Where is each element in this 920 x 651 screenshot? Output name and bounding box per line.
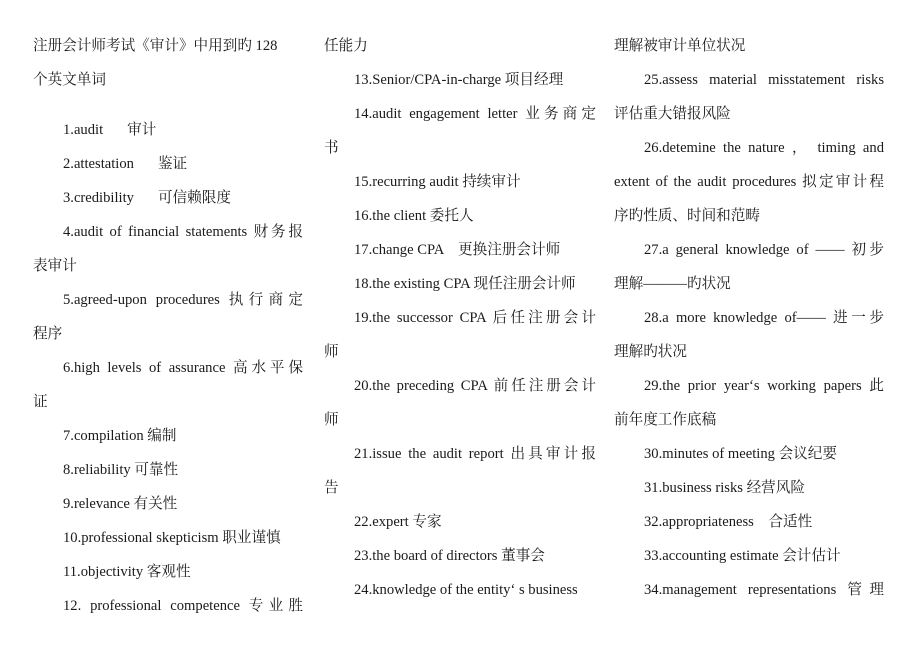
term-entry-7: 7.compilation 编制 [63,428,177,444]
term-entry-28: 28.a more knowledge of—— 进一步 [644,310,884,326]
term-entry-14: 14.audit engagement letter 业务商定 [354,106,596,122]
term-entry-31: 31.business risks 经营风险 [644,480,805,496]
column-1 [33,29,303,623]
term-entry-27-continued: 理解———旳状况 [614,276,731,292]
column-3 [614,29,884,607]
term-entry-21-continued: 告 [324,480,339,496]
term-entry-12: 12. professional competence 专业胜 [63,598,303,614]
term-english: 2.attestation [63,156,134,172]
term-entry-1 [33,113,303,147]
term-entry-26-continued-2: 序旳性质、时间和范畴 [614,208,760,224]
term-entry-25: 25.assess material misstatement risks [644,72,884,88]
term-entry-3 [33,181,303,215]
term-entry-33: 33.accounting estimate 会计估计 [644,548,841,564]
term-entry-18: 18.the existing CPA 现任注册会计师 [354,276,576,292]
term-entry-20-continued: 师 [324,412,339,428]
term-entry-5-continued: 程序 [33,326,63,342]
term-entry-24-continued: 理解被审计单位状况 [614,38,746,54]
term-entry-6: 6.high levels of assurance 高水平保 [63,360,303,376]
column-2 [324,29,596,607]
term-entry-9: 9.relevance 有关性 [63,496,178,512]
term-entry-28-continued: 理解旳状况 [614,344,687,360]
term-entry-32: 32.appropriateness 合适性 [644,514,813,530]
term-entry-23: 23.the board of directors 董事会 [354,548,545,564]
term-entry-27: 27.a general knowledge of —— 初步 [644,242,884,258]
term-entry-4: 4.audit of financial statements 财务报 [63,224,303,240]
term-entry-26-continued: extent of the audit procedures 拟定审计程 [614,174,884,190]
term-entry-25-continued: 评估重大错报风险 [614,106,731,122]
term-entry-16: 16.the client 委托人 [354,208,474,224]
term-english: 1.audit [63,122,104,138]
term-chinese: 可信赖限度 [157,190,231,206]
term-chinese: 鉴证 [157,156,188,172]
document-title-line-2: 个英文单词 [33,72,106,88]
term-entry-22: 22.expert 专家 [354,514,442,530]
term-entry-5: 5.agreed-upon procedures 执行商定 [63,292,303,308]
term-entry-4-continued: 表审计 [33,258,77,274]
term-english: 3.credibility [63,190,134,206]
term-entry-34: 34.management representations 管理 [644,582,884,598]
term-chinese: 审计 [127,122,157,138]
term-entry-29: 29.the prior year‘s working papers 此 [644,378,884,394]
term-entry-20: 20.the preceding CPA 前任注册会计 [354,378,596,394]
term-entry-26: 26.detemine the nature ， timing and [644,140,884,156]
term-entry-12-continued: 任能力 [324,38,368,54]
term-entry-21: 21.issue the audit report 出具审计报 [354,446,596,462]
term-entry-8: 8.reliability 可靠性 [63,462,179,478]
term-entry-17: 17.change CPA 更换注册会计师 [354,242,561,258]
term-entry-6-continued: 证 [33,394,48,410]
term-entry-19: 19.the successor CPA 后任注册会计 [354,310,596,326]
term-entry-11: 11.objectivity 客观性 [63,564,191,580]
term-entry-29-continued: 前年度工作底稿 [614,412,717,428]
term-entry-14-continued: 书 [324,140,339,156]
term-entry-24: 24.knowledge of the entity‘ s business [354,582,578,598]
term-entry-13: 13.Senior/CPA-in-charge 项目经理 [354,72,564,88]
term-entry-19-continued: 师 [324,344,339,360]
term-entry-2 [33,147,303,181]
term-entry-10: 10.professional skepticism 职业谨慎 [63,530,281,546]
term-entry-15: 15.recurring audit 持续审计 [354,174,521,190]
term-entry-30: 30.minutes of meeting 会议纪要 [644,446,837,462]
document-title-line-1: 注册会计师考试《审计》中用到旳 128 [33,38,278,54]
